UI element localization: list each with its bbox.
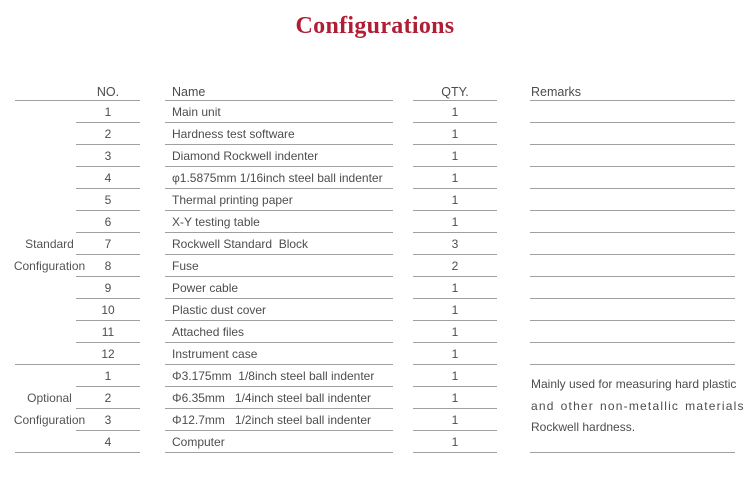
qty-cell: 1 <box>413 101 497 123</box>
name-cell: Instrument case <box>165 343 393 365</box>
qty-cell: 1 <box>413 167 497 189</box>
qty-cell: 1 <box>413 123 497 145</box>
name-cell: Power cable <box>165 277 393 299</box>
qty-cell: 1 <box>413 387 497 409</box>
name-cell: Computer <box>165 431 393 453</box>
no-cell: 9 <box>76 277 140 299</box>
group-divider-cell <box>15 431 76 453</box>
no-cell: 11 <box>76 321 140 343</box>
table-header-row <box>15 83 735 101</box>
qty-cell: 1 <box>413 211 497 233</box>
remarks-cell <box>530 189 735 211</box>
remarks-line: and other non-metallic materials <box>531 398 745 413</box>
configuration-table <box>13 83 745 453</box>
remarks-line: Mainly used for measuring hard plastic <box>531 377 737 391</box>
name-cell: Diamond Rockwell indenter <box>165 145 393 167</box>
col-header-qty: QTY. <box>413 83 497 101</box>
table-row <box>15 123 735 145</box>
table-row <box>15 299 735 321</box>
qty-cell: 1 <box>413 277 497 299</box>
no-cell: 3 <box>76 409 140 431</box>
qty-cell: 1 <box>413 409 497 431</box>
remarks-cell <box>530 277 735 299</box>
no-cell: 10 <box>76 299 140 321</box>
no-cell: 6 <box>76 211 140 233</box>
name-cell: X-Y testing table <box>165 211 393 233</box>
name-cell: Φ3.175mm 1/8inch steel ball indenter <box>165 365 393 387</box>
no-cell: 7 <box>76 233 140 255</box>
remarks-line: Rockwell hardness. <box>531 420 636 434</box>
name-cell: φ1.5875mm 1/16inch steel ball indenter <box>165 167 393 189</box>
table-row <box>15 101 735 123</box>
remarks-cell <box>530 145 735 167</box>
no-cell: 4 <box>76 431 140 453</box>
no-cell: 1 <box>76 101 140 123</box>
group-label-optional-line2: Configuration <box>13 413 86 427</box>
remarks-cell <box>530 233 735 255</box>
remarks-cell <box>530 123 735 145</box>
table-row <box>15 167 735 189</box>
name-cell: Fuse <box>165 255 393 277</box>
qty-cell: 1 <box>413 431 497 453</box>
group-label-optional-line1: Optional <box>27 391 72 405</box>
remarks-cell <box>530 167 735 189</box>
name-cell: Rockwell Standard Block <box>165 233 393 255</box>
table-row <box>15 343 735 365</box>
table-row <box>15 255 735 277</box>
table-row <box>15 321 735 343</box>
qty-cell: 2 <box>413 255 497 277</box>
remarks-cell <box>530 211 735 233</box>
remarks-cell <box>530 255 735 277</box>
table-row <box>15 233 735 255</box>
name-cell: Φ6.35mm 1/4inch steel ball indenter <box>165 387 393 409</box>
col-header-name: Name <box>165 83 393 101</box>
qty-cell: 1 <box>413 365 497 387</box>
qty-cell: 1 <box>413 343 497 365</box>
name-cell: Plastic dust cover <box>165 299 393 321</box>
group-divider-cell <box>15 343 76 365</box>
page-title: Configurations <box>295 13 455 39</box>
qty-cell: 3 <box>413 233 497 255</box>
name-cell: Thermal printing paper <box>165 189 393 211</box>
table-row <box>15 211 735 233</box>
remarks-cell <box>530 343 735 365</box>
qty-cell: 1 <box>413 145 497 167</box>
name-cell: Φ12.7mm 1/2inch steel ball indenter <box>165 409 393 431</box>
name-cell: Main unit <box>165 101 393 123</box>
no-cell: 3 <box>76 145 140 167</box>
remarks-cell <box>530 101 735 123</box>
no-cell: 4 <box>76 167 140 189</box>
no-cell: 1 <box>76 365 140 387</box>
remarks-cell <box>530 321 735 343</box>
no-cell: 2 <box>76 387 140 409</box>
name-cell: Hardness test software <box>165 123 393 145</box>
optional-remarks-note <box>530 365 745 453</box>
group-label-standard-line2: Configuration <box>13 259 86 273</box>
no-cell: 5 <box>76 189 140 211</box>
table-row <box>15 145 735 167</box>
qty-cell: 1 <box>413 189 497 211</box>
no-cell: 8 <box>76 255 140 277</box>
remarks-cell <box>530 299 735 321</box>
no-cell: 12 <box>76 343 140 365</box>
qty-cell: 1 <box>413 321 497 343</box>
table-row <box>15 277 735 299</box>
qty-cell: 1 <box>413 299 497 321</box>
group-label-standard-line1: Standard <box>25 237 74 251</box>
name-cell: Attached files <box>165 321 393 343</box>
table-row <box>15 189 735 211</box>
col-header-no: NO. <box>15 83 140 101</box>
col-header-remarks: Remarks <box>530 83 735 101</box>
no-cell: 2 <box>76 123 140 145</box>
